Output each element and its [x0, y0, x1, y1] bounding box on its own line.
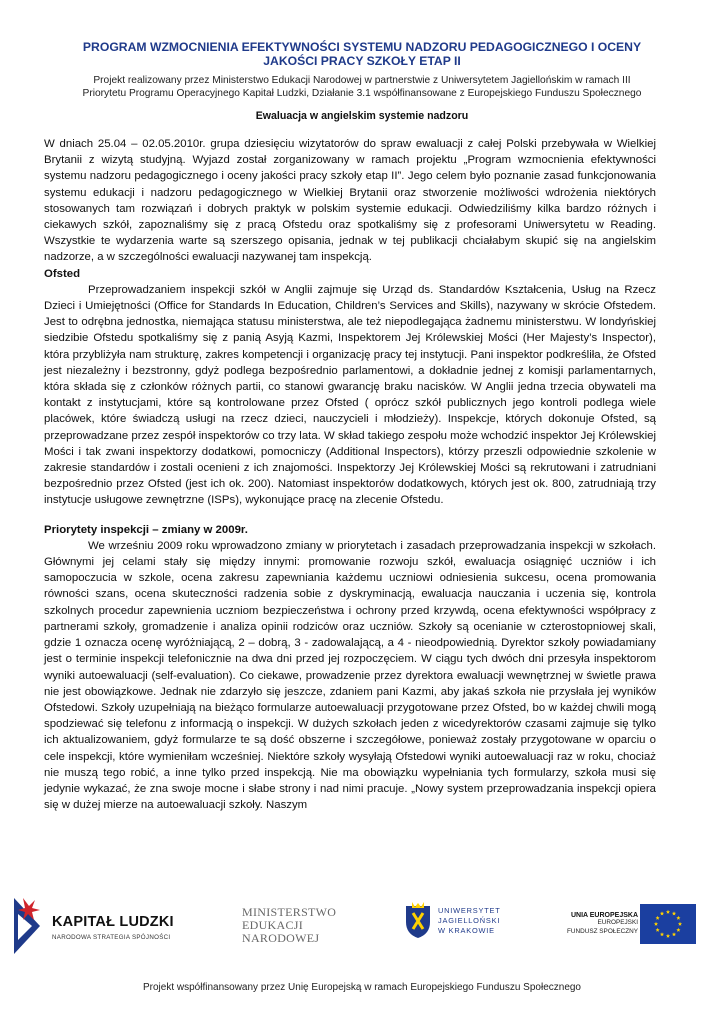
section-heading-priorities: Priorytety inspekcji – zmiany w 2009r. [44, 523, 248, 536]
ministry-line-2: EDUKACJI [242, 918, 304, 932]
uj-line-3: W KRAKOWIE [438, 926, 495, 935]
logo-bar [0, 890, 724, 960]
eu-star-icon [660, 911, 664, 915]
eu-flag-icon [640, 904, 696, 944]
eu-logo-text [556, 912, 638, 936]
eu-star-icon [678, 922, 682, 926]
uj-line-2: JAGIELLOŃSKI [438, 916, 501, 925]
eu-star-icon [676, 928, 680, 932]
uj-crest-icon [404, 902, 432, 940]
eu-star-icon [654, 922, 658, 926]
program-subtitle-line-2: Priorytetu Programu Operacyjnego Kapitał Ludzki, Działanie 3.1 współfinansowane z Europejskiego Funduszu Społecznego [82, 88, 642, 99]
intro-paragraph: W dniach 25.04 – 02.05.2010r. grupa dziesięciu wizytatorów do spraw ewaluacji z całej Polski przebywała w Wielkiej Brytanii z wizytą studyjną. Wyjazd został zorganizowany w ramach projektu „Program wzmocnienia efektywności systemu nadzoru pedagogicznego i oceny jakości pracy szkoły etap II”. Jego celem było poznanie zasad funkcjonowania systemu edukacji i nadzoru pedagogicznego w Wielkiej Brytanii oraz stworzenie możliwości wdrożenia niektórych stosowanych tam rozwiązań i dobrych praktyk w polskim systemie edukacji. Odwiedziliśmy kilka bardzo różnych i ciekawych szkół, zapoznaliśmy się z pracą Ofstedu oraz spotkaliśmy się z profesorami Uniwersytetu w Reading. Wszystkie te wydarzenia warte są szerszego opisania, jednak w tej publikacji chciałabym skupić się na angielskim nadzorze, a w szczególności ewaluacji nazywanej tam inspekcją. [44, 138, 656, 264]
uj-line-1: UNIWERSYTET [438, 906, 501, 915]
program-subtitle-line-1: Projekt realizowany przez Ministerstwo Edukacji Narodowej w partnerstwie z Uniwersytetem Jagiellońskim w ramach III [93, 75, 631, 86]
eu-star-icon [672, 932, 676, 936]
eu-star-icon [656, 916, 660, 920]
eu-star-icon [660, 932, 664, 936]
program-title-line-2: JAKOŚCI PRACY SZKOŁY ETAP II [263, 54, 461, 68]
section-heading-ofsted: Ofsted [44, 267, 81, 280]
kapital-ludzki-mark-icon [10, 896, 46, 956]
footer-note: Projekt współfinansowany przez Unię Europejską w ramach Europejskiego Funduszu Społecznego [142, 982, 581, 993]
kapital-ludzki-name: KAPITAŁ LUDZKI [52, 914, 174, 930]
document-body [44, 136, 656, 813]
program-subtitle [20, 74, 704, 100]
eu-line-2: EUROPEJSKI [597, 919, 638, 926]
ministry-logo [242, 906, 336, 945]
eu-star-icon [656, 928, 660, 932]
priorities-paragraph: We wrześniu 2009 roku wprowadzono zmiany w priorytetach i zasadach przeprowadzania inspekcji w szkołach. Głównymi jej celami stały się między innymi: promowanie rozwoju szkół, ewaluacja osiągnięć uczniów i ich samopoczucia w szkole, ocena zakresu zapewniania każdemu uczniowi odniesienia sukcesu, ocena promowania równości szans, ocena skuteczności radzenia sobie z dyskryminacją, ewaluacja nauczania i uczenia się, kontrola szkolnych procedur zapewnienia uczniom bezpieczeństwa i ochrony przed krzywdą, ocena efektywności współpracy z partnerami szkoły, gromadzenie i analiza opinii rodziców oraz uczniów. Szkoły są ocenianie w czterostopniowej skali, gdzie 1 oznacza ocenę wyróżniającą, 2 – dobrą, 3 - zadowalającą, a 4 - nieodpowiednią. Dyrektor szkoły powiadamiany jest o terminie inspekcji telefonicznie na dwa dni przed jej rozpoczęciem. W ciągu tych dwóch dni przesyła inspektorom wyniki autoewaluacji (self-evaluation). Co ciekawe, prowadzenie przez dyrektora ewaluacji wewnętrznej w świetle prawa nie jest obowiązkowe. Jednak nie zdarzyło się jeszcze, zdaniem pani Kazmi, aby jakaś szkoła nie przysłała jej wyników Ofstedowi. Szkoły uzupełniają na bieżąco formularze autoewaluacji przygotowane przez Ofsted, bo w każdej chwili mogą spodziewać się telefonu z informacją o inspekcji. W dużych szkołach jeden z wicedyrektorów czasami zajmuje się tylko ich aktualizowaniem, gdyż formularze te są dość obszerne i szczegółowe, ponieważ zostały przygotowane w oparciu o cele inspekcji, które wymieniłam wcześniej. Niektóre szkoły wysyłają Ofstedowi wyniki autoewaluacji raz w roku, chociaż nie muszą tego robić, a inne tylko przed inspekcją. Nie ma obowiązku wypełniania tych formularzy, szkoła musi się jedynie wykazać, że zna swoje mocne i słabe strony i nad nimi pracuje. „Nowy system przeprowadzania inspekcji opiera się w dużej mierze na autoewaluacji szkoły. Naszym [44, 539, 656, 812]
uj-logo-text [438, 906, 501, 936]
ofsted-paragraph: Przeprowadzaniem inspekcji szkół w Anglii zajmuje się Urząd ds. Standardów Kształcenia, Usług na Rzecz Dzieci i Umiejętności (Office for Standards In Education, Children’s Services and Skills), nazywany w skrócie Ofstedem. Jest to odrębna jednostka, niemająca statusu ministerstwa, ale też niepodlegająca żadnemu ministerstwu. W londyńskiej siedzibie Ofstedu spotkaliśmy się z panią Asyją Kazmi, Inspektorem Jej Królewskiej Mości (Her Majesty’s Inspector), która przybliżyła nam strukturę, zakres kompetencji i organizację pracy tej instytucji. Pani inspektor podkreśliła, że Ofsted jest niezależny i bezstronny, gdyż podlega bezpośrednio parlamentowi, a dokładnie jednej z komisji parlamentarnych, która składa się z członków różnych partii, co stanowi gwarancję braku nacisków. W Anglii jedna trzecia obywateli ma kontakt z instytucjami, które są kontrolowane przez Ofsted ( oprócz szkół publicznych jego kontroli podlega wiele placówek, które świadczą usługi na rzecz dzieci, nauczycieli i młodzieży). Inspekcje, których dokonuje Ofsted, są przeprowadzane przez zespół inspektorów co trzy lata. W skład takiego zespołu może wchodzić inspektor Jej Królewskiej Mości i tak zwani inspektorzy dodatkowi, pomocniczy (Additional Inspectors), którzy przeszli odpowiednie szkolenie w zakresie standardów i zostali ocenieni z ich znajomości. Inspektorzy Jej Królewskiej Mości są rekrutowani i zatrudniani bezpośrednio przez Ofsted (jest ich ok. 200). Natomiast inspektorów dodatkowych, których jest ok. 800, zatrudniają trzy instytucje usługowe zewnętrzne (ISPs), wykonujące pracę na zlecenie Ofstedu. [44, 283, 656, 507]
eu-line-3: FUNDUSZ SPOŁECZNY [566, 927, 638, 935]
kapital-ludzki-subtitle: NARODOWA STRATEGIA SPÓJNOŚCI [52, 934, 171, 941]
eu-star-icon [676, 916, 680, 920]
eu-star-icon [672, 911, 676, 915]
eu-line-1: UNIA EUROPEJSKA [570, 912, 638, 919]
program-title [20, 40, 704, 68]
ministry-line-3: NARODOWEJ [242, 931, 320, 945]
program-title-line-1: PROGRAM WZMOCNIENIA EFEKTYWNOŚCI SYSTEMU NADZORU PEDAGOGICZNEGO I OCENY [82, 40, 642, 54]
eu-star-icon [666, 910, 670, 914]
kapital-ludzki-logo [0, 890, 200, 960]
ministry-line-1: MINISTERSTWO [242, 905, 337, 919]
document-title: Ewaluacja w angielskim systemie nadzoru [255, 110, 469, 122]
paragraph-spacer [44, 509, 656, 522]
eu-star-icon [666, 934, 670, 938]
